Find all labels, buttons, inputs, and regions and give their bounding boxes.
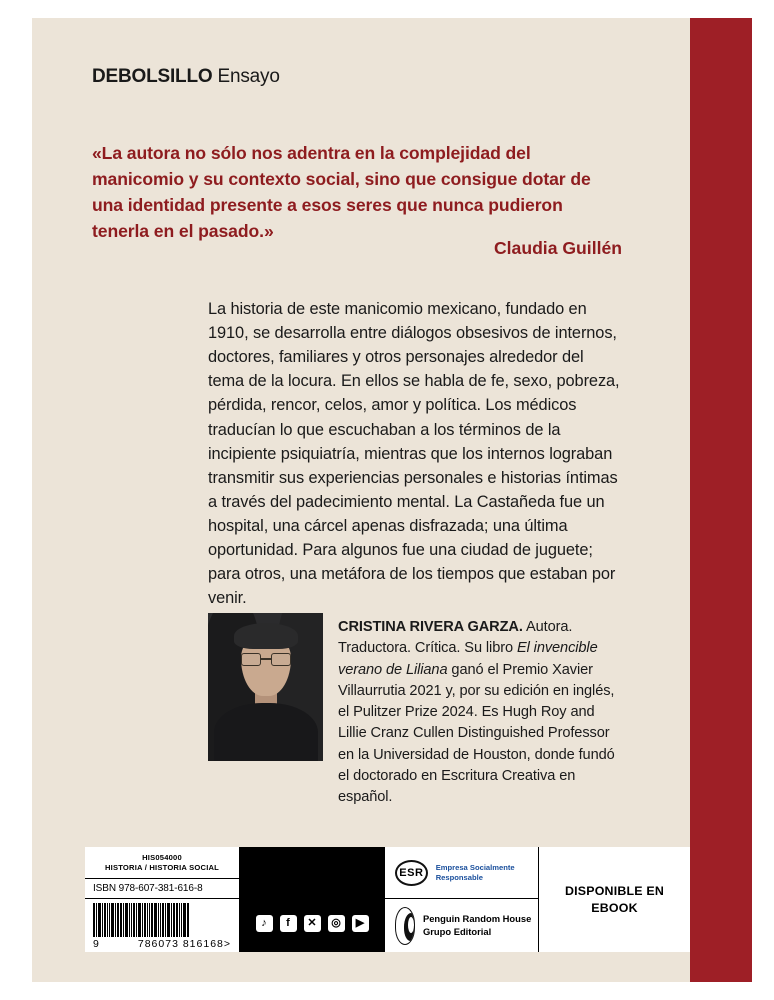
imprint-line <box>92 66 280 88</box>
publisher-logo-row <box>385 899 538 952</box>
ean-right: 786073 816168> <box>137 938 231 950</box>
bisac-code: HIS054000 <box>142 853 182 863</box>
ean-left: 9 <box>93 938 100 950</box>
social-icons-block <box>240 847 384 952</box>
esr-label: Empresa Socialmente Responsable <box>435 862 515 882</box>
author-bio-part1: Autora. Traductora. Crítica. Su libro <box>338 619 573 657</box>
bisac-label: HISTORIA / HISTORIA SOCIAL <box>104 862 220 872</box>
glasses-icon <box>241 653 291 666</box>
bisac-codes <box>85 847 239 879</box>
author-name: CRISTINA RIVERA GARZA. <box>338 619 523 635</box>
penguin-icon <box>395 907 415 945</box>
x-twitter-icon[interactable]: ✕ <box>304 915 321 932</box>
instagram-icon[interactable]: ◎ <box>328 915 345 932</box>
barcode <box>85 899 239 952</box>
review-quote-author: Claudia Guillén <box>493 238 622 258</box>
barcode-number <box>93 938 231 950</box>
publisher-name: Penguin Random House Grupo Editorial <box>422 913 532 937</box>
tiktok-icon[interactable]: ♪ <box>256 915 273 932</box>
book-description: La historia de este manicomio mexicano, fundado en 1910, se desarrolla entre diálogos obsesivos de internos, doctores, familiares y otros personajes alrededor del tema de la locura. En ellos se habla de fe, sexo, pobreza, pérdida, rencor, celos, amor y política. Los médicos traducían lo que escuchaban a los términos de la incipiente psiquiatría, mientras que los internos lograban transmitir sus experiencias personales e historias íntimas a través del padecimiento mental. La Castañeda fue un hospital, una cárcel apenas disfrazada; una última oportunidad. Para algunos fue una ciudad de juguete; para otros, una metáfora de los tiempos que estaban por venir. <box>208 300 620 608</box>
review-quote: «La autora no sólo nos adentra en la complejidad del manicomio y su contexto social, sino que consigue dotar de una identidad presente a esos seres que nunca pudieron tenerla en el pasado.» <box>92 143 591 242</box>
facebook-icon[interactable]: f <box>280 915 297 932</box>
imprint-brand: DEBOLSILLO <box>92 66 213 87</box>
author-bio-part2: ganó el Premio Xavier Villaurrutia 2021 y, por su edición en inglés, el Pulitzer Prize 2024. Es Hugh Roy and Lillie Cranz Cullen Distinguished Professor en la Universidad de Houston, donde fundó el doctorado en Escritura Creativa en español. <box>338 661 615 806</box>
portrait-body <box>214 703 318 761</box>
portrait-fringe <box>234 623 298 649</box>
imprint-category: Ensayo <box>217 66 280 87</box>
esr-certification <box>385 847 538 899</box>
author-portrait-photo <box>208 613 323 761</box>
youtube-icon[interactable]: ▶ <box>352 915 369 932</box>
footer-strip <box>85 847 690 952</box>
esr-badge: ESR <box>395 860 428 886</box>
bisac-barcode-block <box>85 847 240 952</box>
ebook-availability: DISPONIBLE EN EBOOK <box>539 847 690 952</box>
isbn-text: ISBN 978-607-381-616-8 <box>85 879 239 899</box>
barcode-bars <box>93 903 231 937</box>
author-book-title: El invencible verano de Liliana <box>338 640 598 678</box>
spine-strip <box>690 18 752 982</box>
publisher-block <box>384 847 539 952</box>
author-biography <box>338 617 622 809</box>
